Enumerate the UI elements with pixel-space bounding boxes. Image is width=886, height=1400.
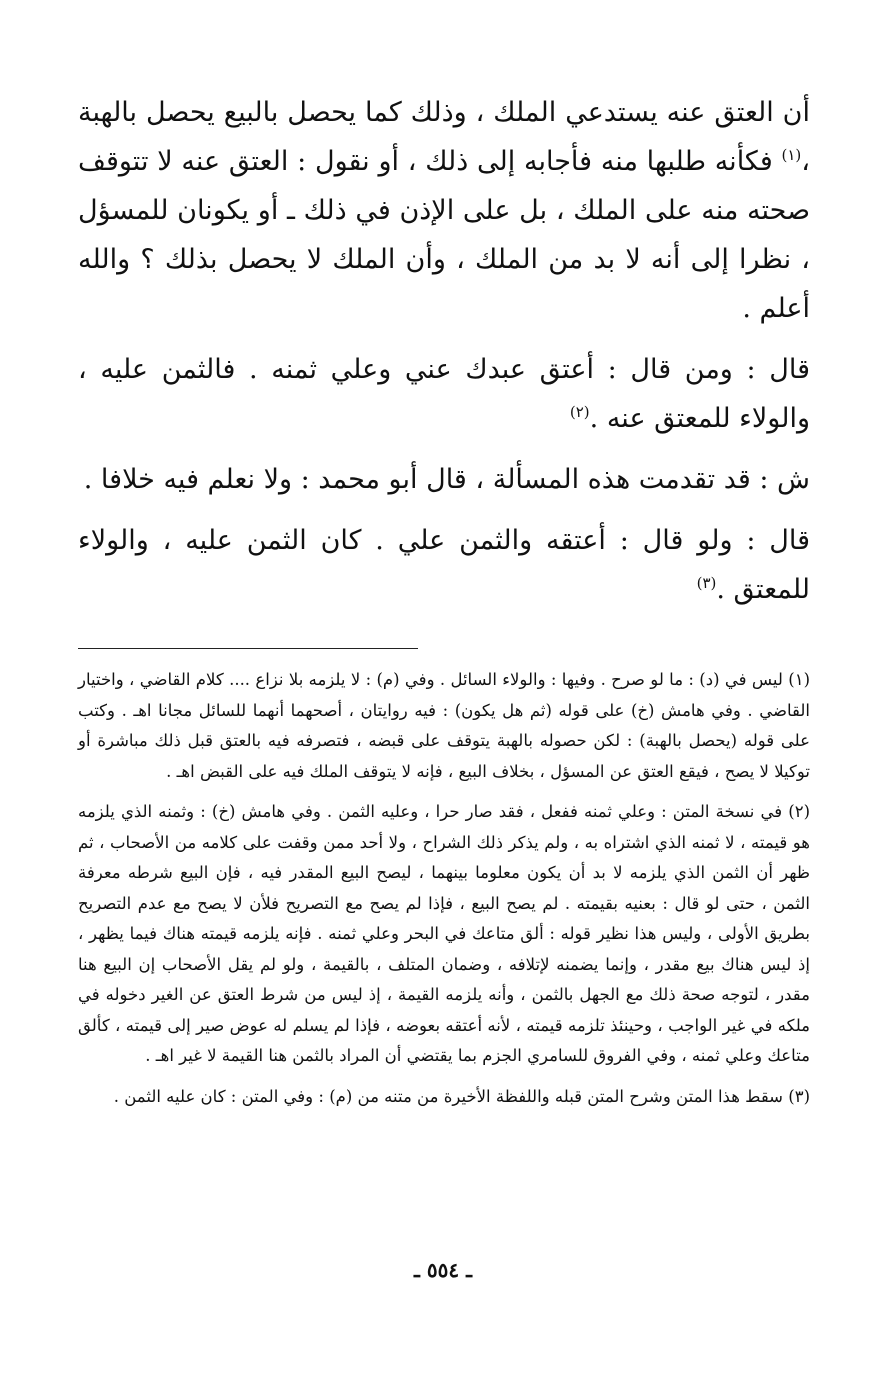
footnotes	[78, 665, 810, 1112]
paragraph-1-rest: فكأنه طلبها منه فأجابه إلى ذلك ، أو نقول : العتق عنه لا تتوقف صحته منه على الملك ، بل على الإذن في ذلك ـ أو يكونان للمسؤل ، نظرا إلى أنه لا بد من الملك ، وأن الملك لا يحصل بذلك ؟ والله أعلم .	[78, 146, 810, 324]
paragraph-4-text: قال : ولو قال : أعتقه والثمن علي . كان الثمن عليه ، والولاء للمعتق .	[78, 525, 810, 605]
page-number: ـ ٥٥٤ ـ	[414, 1258, 472, 1282]
footnote-ref-1[interactable]: (١)	[781, 146, 802, 164]
paragraph-4	[78, 516, 810, 614]
footnote-ref-2[interactable]: (٢)	[569, 403, 590, 421]
paragraph-2	[78, 345, 810, 443]
paragraph-1-start: أن العتق عنه يستدعي الملك ، وذلك كما يحصل بالبيع يحصل بالهبة ،	[78, 97, 810, 177]
footnote-separator	[78, 648, 418, 649]
footnote-ref-3[interactable]: (٣)	[696, 574, 717, 592]
paragraph-3	[78, 455, 810, 504]
paragraph-2-text: قال : ومن قال : أعتق عبدك عني وعلي ثمنه . فالثمن عليه ، والولاء للمعتق عنه .	[78, 354, 810, 434]
main-text	[78, 88, 810, 614]
page	[78, 88, 810, 1112]
footnote-1: (١) ليس في (د) : ما لو صرح . وفيها : والولاء السائل . وفي (م) : لا يلزمه بلا نزاع .... كلام القاضي ، واختيار القاضي . وفي هامش (خ) على قوله (ثم هل يكون) : فيه روايتان ، أصحهما أنهما للسائل مجانا اهـ . وكتب على قوله (يحصل بالهبة) : لكن حصوله بالهبة يتوقف على قبضه ، فتصرفه فيه بالعتق قبل ذلك مباشرة أو توكيلا لا يصح ، فيقع العتق عن المسؤل ، بخلاف البيع ، فإنه لا يتوقف الملك فيه على القبض اهـ .	[78, 670, 810, 781]
paragraph-3-text: ش : قد تقدمت هذه المسألة ، قال أبو محمد : ولا نعلم فيه خلافا .	[83, 464, 810, 495]
paragraph-1	[78, 88, 810, 333]
footnote-2: (٢) في نسخة المتن : وعلي ثمنه ففعل ، فقد صار حرا ، وعليه الثمن . وفي هامش (خ) : وثمنه الذي يلزمه هو قيمته ، لا ثمنه الذي اشتراه به ، ولم يذكر ذلك الشراح ، ولا أحد ممن وقفت على كلامه من الأصحاب ، ثم ظهر أن الثمن الذي يلزمه لا بد أن يكون معلوما بينهما ، ليصح البيع المقدر فيه ، فإن البيع شرطه معرفة الثمن ، حتى لو قال : بعنيه بقيمته . لم يصح البيع ، فإذا لم يصح مع التصريح فلأن لا يصح مع عدم التصريح بطريق الأولى ، وليس هذا نظير قوله : ألق متاعك في البحر وعلي ثمنه . فإنه يلزمه قيمته هناك فيما يظهر ، إذ ليس هناك بيع مقدر ، وإنما يضمنه لإتلافه ، وضمان المتلف ، بالقيمة ، ولو لم يقل الأصحاب إن البيع هنا مقدر ، لتوجه صحة ذلك مع الجهل بالثمن ، وأنه يلزمه القيمة ، إذ ليس من شرط العتق عن الغير دخوله في ملكه في غير الواجب ، وحينئذ تلزمه قيمته ، لأنه أعتقه بعوضه ، فإذا لم يسلم له عوض صير إلى قيمته ، كألق متاعك وعلي ثمنه ، وفي الفروق للسامري الجزم بما يقتضي أن المراد بالثمن هنا القيمة لا غير اهـ .	[78, 802, 810, 1065]
footnote-3: (٣) سقط هذا المتن وشرح المتن قبله واللفظة الأخيرة من متنه من (م) : وفي المتن : كان عليه الثمن .	[113, 1086, 810, 1106]
